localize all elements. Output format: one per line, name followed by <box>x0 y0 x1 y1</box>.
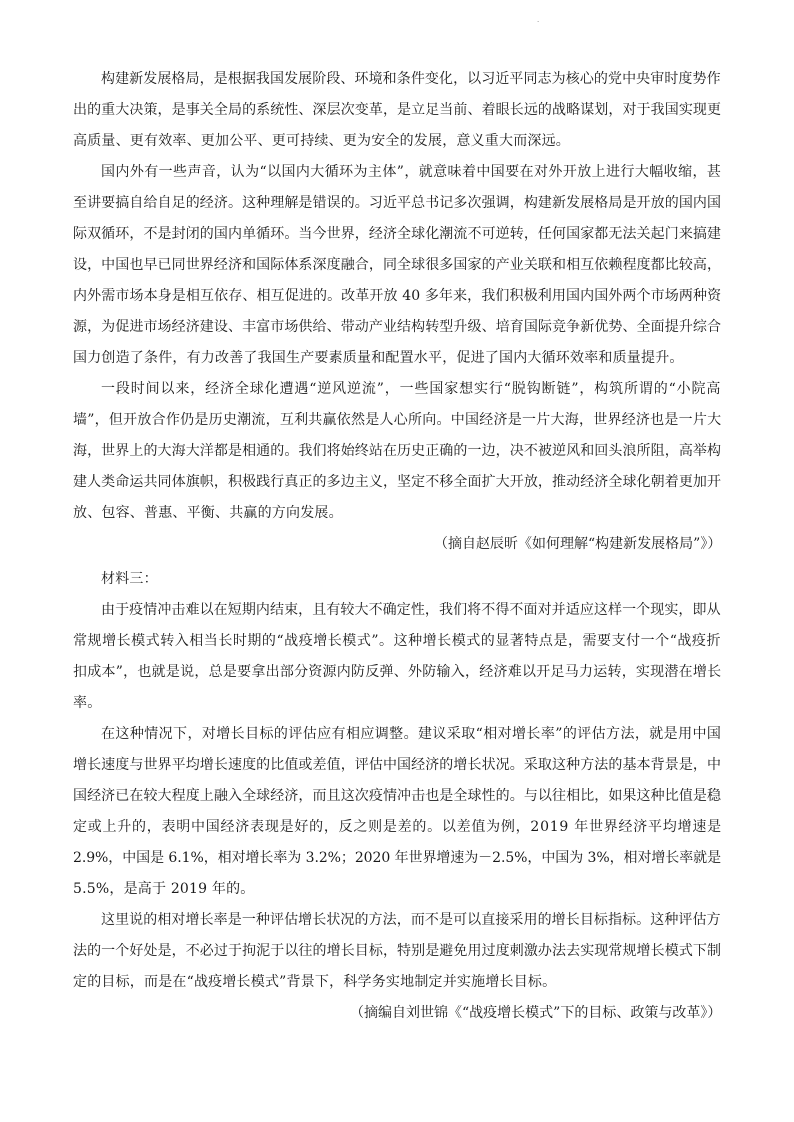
paragraph-line: 出的重大决策，是事关全局的系统性、深层次变革，是立足当前、着眼长远的战略谋划，对于我国实现更 <box>73 102 722 118</box>
paragraph-line: 扣成本”，也就是说，总是要拿出部分资源内防反弹、外防输入，经济难以开足马力运转，实现潜在增长 <box>73 664 722 680</box>
paragraph-line: 设，中国也早已同世界经济和国际体系深度融合，同全球很多国家的产业关联和相互依赖程度都比较高， <box>73 257 722 273</box>
paragraph-line: 5.5%，是高于 2019 年的。 <box>73 881 255 897</box>
paragraph-line: 这里说的相对增长率是一种评估增长状况的方法，而不是可以直接采用的增长目标指标。这种评估方 <box>101 912 721 928</box>
source-citation: （摘编自刘世锦《“战疫增长模式”下的目标、政策与改革》） <box>350 1005 722 1021</box>
paragraph-line: 海，世界上的大海大洋都是相通的。我们将始终站在历史正确的一边，决不被逆风和回头浪所阻，高举构 <box>73 443 722 459</box>
paragraph-line: 际双循环，不是封闭的国内单循环。当今世界，经济全球化潮流不可逆转，任何国家都无法关起门来搞建 <box>73 226 722 242</box>
paragraph-line: 国经济已在较大程度上融入全球经济，而且这次疫情冲击也是全球性的。与以往相比，如果这种比值是稳 <box>73 788 722 804</box>
paragraph-line: 定或上升的，表明中国经济表现是好的，反之则是差的。以差值为例，2019 年世界经济平均增速是 <box>73 819 722 835</box>
paragraph-line: 高质量、更有效率、更加公平、更可持续、更为安全的发展，意义重大而深远。 <box>73 133 570 149</box>
section-label: 材料三： <box>101 571 158 587</box>
paragraph-line: 构建新发展格局，是根据我国发展阶段、环境和条件变化，以习近平同志为核心的党中央审时度势作 <box>101 71 721 87</box>
paragraph-line: 至讲要搞自给自足的经济。这种理解是错误的。习近平总书记多次强调，构建新发展格局是开放的国内国 <box>73 195 722 211</box>
paragraph-line: 放、包容、普惠、平衡、共赢的方向发展。 <box>73 505 343 521</box>
paragraph-line: 源，为促进市场经济建设、丰富市场供给、带动产业结构转型升级、培育国际竞争新优势、全面提升综合 <box>73 319 722 335</box>
paragraph-line: 法的一个好处是，不必过于拘泥于以往的增长目标，特别是避免用过度刺激办法去实现常规增长模式下制 <box>73 943 722 959</box>
paragraph-line: 由于疫情冲击难以在短期内结束，且有较大不确定性，我们将不得不面对并适应这样一个现实，即从 <box>101 602 721 618</box>
paragraph-line: 增长速度与世界平均增长速度的比值或差值，评估中国经济的增长状况。采取这种方法的基本背景是，中 <box>73 757 722 773</box>
corner-mark: . <box>537 16 540 24</box>
paragraph-line: 2.9%，中国是 6.1%，相对增长率为 3.2%；2020 年世界增速为－2.5%，中国为 3%，相对增长率就是 <box>73 850 722 866</box>
source-citation: （摘自赵辰昕《如何理解“构建新发展格局”》） <box>434 536 722 552</box>
paragraph-line: 内外需市场本身是相互依存、相互促进的。改革开放 40 多年来，我们积极利用国内国外两个市场两种资 <box>73 288 722 304</box>
paragraph-line: 常规增长模式转入相当长时期的“战疫增长模式”。这种增长模式的显著特点是，需要支付一个“战疫折 <box>73 633 722 649</box>
paragraph-line: 定的目标，而是在“战疫增长模式”背景下，科学务实地制定并实施增长目标。 <box>73 974 557 990</box>
paragraph-line: 一段时间以来，经济全球化遭遇“逆风逆流”，一些国家想实行“脱钩断链”，构筑所谓的“小院高 <box>101 381 722 397</box>
paragraph-line: 墙”，但开放合作仍是历史潮流，互利共赢依然是人心所向。中国经济是一片大海，世界经济也是一片大 <box>73 412 722 428</box>
paragraph-line: 建人类命运共同体旗帜，积极践行真正的多边主义，坚定不移全面扩大开放，推动经济全球化朝着更加开 <box>73 474 722 490</box>
paragraph-line: 率。 <box>73 695 102 711</box>
paragraph-line: 在这种情况下，对增长目标的评估应有相应调整。建议采取“相对增长率”的评估方法，就是用中国 <box>101 726 722 742</box>
paragraph-line: 国力创造了条件，有力改善了我国生产要素质量和配置水平，促进了国内大循环效率和质量提升。 <box>73 350 684 366</box>
paragraph-line: 国内外有一些声音，认为“以国内大循环为主体”，就意味着中国要在对外开放上进行大幅收缩，甚 <box>101 164 722 180</box>
